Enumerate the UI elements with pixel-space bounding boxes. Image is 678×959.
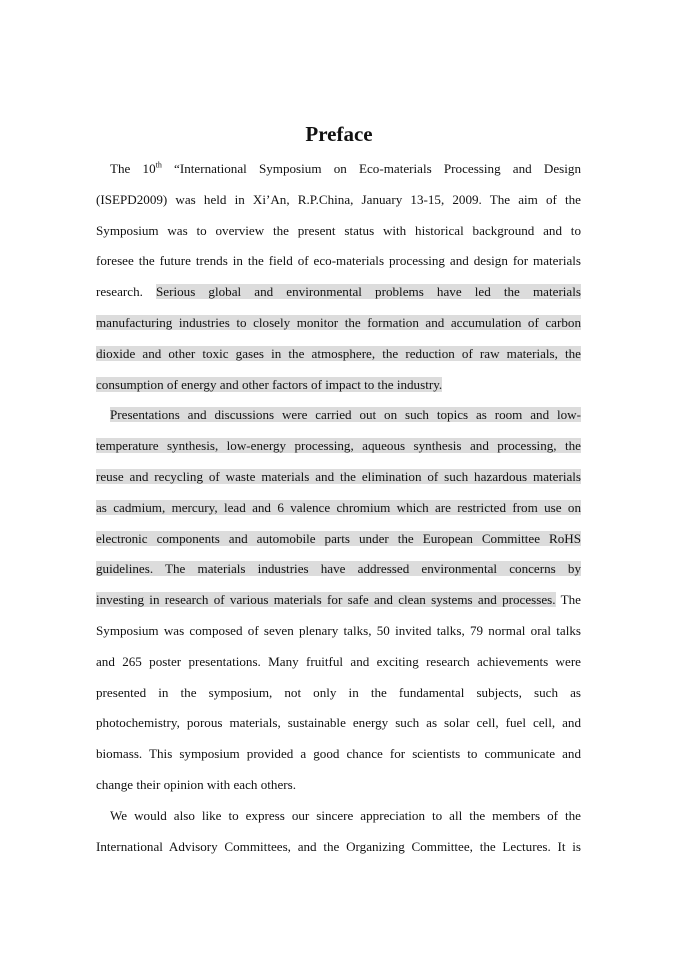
paragraph-1-line (96, 308, 581, 339)
paragraph-2-line (96, 462, 581, 493)
paragraph-2-line (96, 647, 581, 678)
highlighted-text: Serious global and environmental problems have led the materials (156, 284, 581, 300)
paragraph-2-line (96, 554, 581, 585)
highlighted-text: temperature synthesis, low-energy processing, aqueous synthesis and processing, the (96, 438, 581, 454)
highlighted-text: dioxide and other toxic gases in the atmosphere, the reduction of raw materials, the (96, 345, 581, 361)
paragraph-2-line (96, 524, 581, 555)
preface-body (96, 154, 581, 862)
text-segment: change their opinion with each others. (96, 776, 296, 792)
highlighted-text: Presentations and discussions were carried out on such topics as room and low- (110, 407, 581, 423)
highlighted-text: reuse and recycling of waste materials and the elimination of such hazardous materials (96, 468, 581, 484)
paragraph-2-line (96, 585, 581, 616)
paragraph-1-line (96, 246, 581, 277)
text-segment: research. (96, 284, 157, 300)
text-segment: International Advisory Committees, and the Organizing Committee, the Lectures. It is (96, 838, 581, 854)
paragraph-2-line (96, 493, 581, 524)
page-title: Preface (305, 122, 373, 146)
highlighted-text: electronic components and automobile parts under the European Committee RoHS (96, 530, 581, 546)
superscript: th (155, 160, 162, 170)
highlighted-text: as cadmium, mercury, lead and 6 valence chromium which are restricted from use on (96, 499, 581, 515)
text-segment: Symposium was composed of seven plenary talks, 50 invited talks, 79 normal oral talks (96, 622, 581, 638)
paragraph-1-line (96, 216, 581, 247)
paragraph-1-line (96, 339, 581, 370)
paragraph-3-line (96, 832, 581, 863)
highlighted-text: investing in research of various materials for safe and clean systems and processes. (96, 592, 556, 608)
paragraph-1-line (96, 154, 581, 185)
paragraph-2-line (96, 708, 581, 739)
paragraph-3-line (96, 801, 581, 832)
paragraph-2-line (96, 739, 581, 770)
text-segment: We would also like to express our sincere appreciation to all the members of the (110, 807, 581, 823)
text-segment: The 10 (110, 161, 156, 176)
text-segment: The (555, 592, 581, 608)
text-segment: “International Symposium on Eco-materials Processing and Design (161, 161, 581, 176)
text-segment: presented in the symposium, not only in the fundamental subjects, such as (96, 684, 581, 700)
paragraph-1-line (96, 370, 581, 401)
text-segment: and 265 poster presentations. Many fruitful and exciting research achievements were (96, 653, 581, 669)
paragraph-2-line (96, 400, 581, 431)
paragraph-2-line (96, 431, 581, 462)
text-segment: (ISEPD2009) was held in Xi’An, R.P.China, January 13-15, 2009. The aim of the (96, 191, 581, 207)
paragraph-2-line (96, 678, 581, 709)
paragraph-1-line (96, 185, 581, 216)
highlighted-text: consumption of energy and other factors of impact to the industry. (96, 376, 443, 392)
paragraph-1-line (96, 277, 581, 308)
text-segment: foresee the future trends in the field of eco-materials processing and design for materials (96, 253, 581, 269)
paragraph-2-line (96, 770, 581, 801)
paragraph-2-line (96, 616, 581, 647)
highlighted-text: guidelines. The materials industries have addressed environmental concerns by (96, 561, 581, 577)
text-segment: Symposium was to overview the present status with historical background and to (96, 222, 581, 238)
text-segment: biomass. This symposium provided a good chance for scientists to communicate and (96, 746, 581, 762)
highlighted-text: manufacturing industries to closely monitor the formation and accumulation of carbon (96, 314, 581, 330)
text-segment: photochemistry, porous materials, sustainable energy such as solar cell, fuel cell, and (96, 715, 581, 731)
